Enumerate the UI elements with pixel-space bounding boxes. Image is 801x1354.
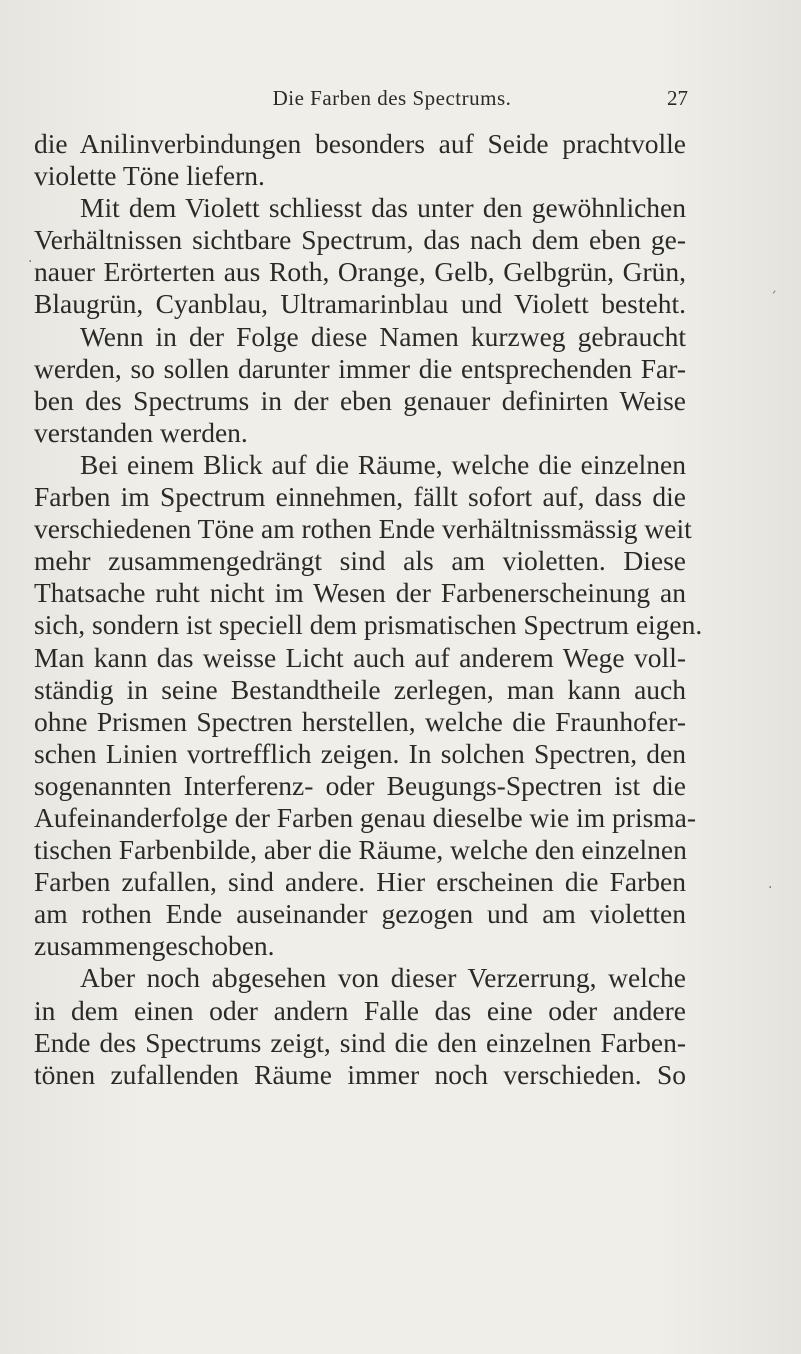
text-line: Verhältnissen sichtbare Spectrum, das nach dem eben ge- <box>34 224 686 256</box>
text-line: am rothen Ende auseinander gezogen und am violetten <box>34 898 686 930</box>
text-line: Thatsache ruht nicht im Wesen der Farbenerscheinung an <box>34 577 686 609</box>
text-line: Wenn in der Folge diese Namen kurzweg gebraucht <box>80 320 686 352</box>
text-line: Mit dem Violett schliesst das unter den gewöhnlichen <box>80 192 686 224</box>
text-line: verschiedenen Töne am rothen Ende verhältnissmässig weit <box>34 513 692 545</box>
text-line: die Anilinverbindungen besonders auf Seide prachtvolle <box>34 128 686 159</box>
text-line: Aber noch abgesehen von dieser Verzerrung, welche <box>80 962 686 994</box>
text-line: Blaugrün, Cyanblau, Ultramarinblau und Violett besteht. <box>34 288 686 320</box>
text-line: violette Töne liefern. <box>34 160 265 192</box>
text-line: sogenannten Interferenz- oder Beugungs-Spectren ist die <box>34 769 686 801</box>
header-title: Die Farben des Spectrums. <box>272 86 512 110</box>
text-line: tischen Farbenbilde, aber die Räume, welche den einzelnen <box>34 834 687 866</box>
body-text <box>34 128 703 1091</box>
text-line: zusammengeschoben. <box>34 930 275 962</box>
text-line: ständig in seine Bestandtheile zerlegen, man kann auch <box>34 673 686 705</box>
text-line: in dem einen oder andern Falle das eine oder andere <box>34 994 686 1026</box>
text-line: verstanden werden. <box>34 416 248 448</box>
text-line: werden, so sollen darunter immer die entsprechenden Far- <box>34 352 686 384</box>
text-line: Man kann das weisse Licht auch auf anderem Wege voll- <box>34 641 686 673</box>
text-line: schen Linien vortrefflich zeigen. In solchen Spectren, den <box>34 737 686 769</box>
margin-tick-mark: · <box>28 254 33 270</box>
margin-tick-mark: · <box>768 880 773 896</box>
running-header <box>96 86 688 116</box>
text-line: mehr zusammengedrängt sind als am violetten. Diese <box>34 545 686 577</box>
text-line: ben des Spectrums in der eben genauer definirten Weise <box>34 384 686 416</box>
text-line: ohne Prismen Spectren herstellen, welche die Fraunhofer- <box>34 705 686 737</box>
text-line: Bei einem Blick auf die Räume, welche die einzelnen <box>80 448 686 480</box>
text-line: nauer Erörterten aus Roth, Orange, Gelb, Gelbgrün, Grün, <box>34 256 686 288</box>
text-line: Aufeinanderfolge der Farben genau dieselbe wie im prisma- <box>34 801 697 833</box>
margin-tick-mark: ˏ <box>770 278 777 294</box>
text-line: Ende des Spectrums zeigt, sind die den einzelnen Farben- <box>34 1026 686 1058</box>
text-line: sich, sondern ist speciell dem prismatischen Spectrum eigen. <box>34 609 703 641</box>
text-line: Farben im Spectrum einnehmen, fällt sofort auf, dass die <box>34 481 686 513</box>
page-number: 27 <box>667 86 688 110</box>
text-line: Farben zufallen, sind andere. Hier erscheinen die Farben <box>34 866 686 898</box>
text-line: tönen zufallenden Räume immer noch verschieden. So <box>34 1058 686 1090</box>
